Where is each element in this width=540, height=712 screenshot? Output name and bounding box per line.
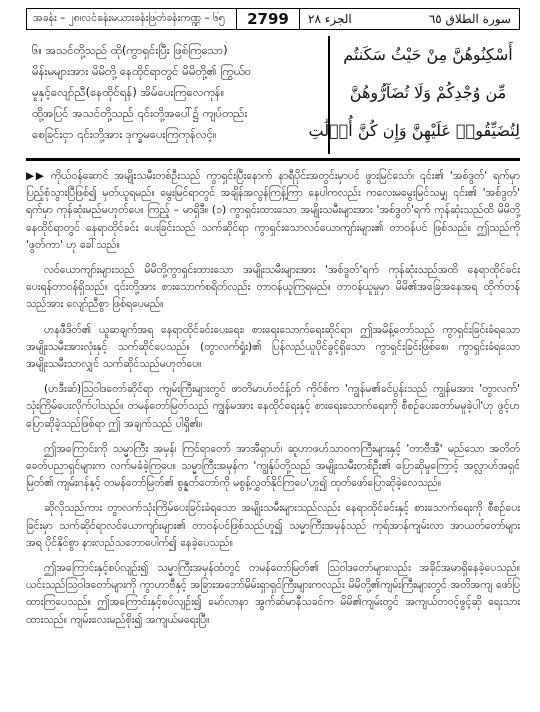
translation-line-3: မှုနှင့်လျော်ညီ(နေထိုင်ရန်) အိမ်ပေးကြလေကုန်။ (32, 85, 225, 99)
verse-block (26, 36, 520, 154)
chapter-heading: အခန်း – ၂၈၊လင်ခန်းမယားခန်းဖြတ်ခန်းကဏ္ဍ – ၆၅ (33, 11, 225, 24)
surah-name: سورة الطلاق ٦٥ (428, 12, 511, 26)
translation-line-2: မိန်းမများအား မိမိတို့ နေထိုင်ရာတွင် မိမိတို့၏ ကြွယ်ဝ (32, 64, 252, 78)
arabic-line-1: أَسْكِنُوهُنَّ مِنْ حَيْثُ سَكَنتُم (343, 45, 513, 64)
arabic-line-2: مِّن وُجْدِكُمْ وَلَا تُضَآرُّوهُنَّ (349, 83, 507, 102)
section-divider (26, 158, 520, 161)
commentary-paragraph: ဟနဖီဒိတ်၏ ယူဆချက်အရ နေရာထိုင်ခင်းပေးရေး၊ စားရေးသောက်ရေးဆိုင်ရာ၊ ဤအမိန့်တော်သည် ကွာရှင်းခြင်းခံရသော အမျိုးသမီးအားလုံးနှင့် သက်ဆိုင်ပေသည်။ (တွာလက်ရှုံး)၏ ပြန်လည်ယူပိုင်ခွင့်ရှိသော ကွာရှင်းခြင်းဖြစ်စေ၊ ကွာရှင်းခံရသော အမျိုးသမီးသာလျှင် သက်ဆိုင်သည်မဟုတ်ပေ။ (26, 323, 520, 371)
commentary-paragraph: ဤအကြောင်းနှင့်စပ်လျဉ်း၍ သမ္မာကြီးအမှန်ထံတွင် တမန်တော်မြတ်၏ သြဝါဒတော်များလည်း အခိုင်အမာရှိနေခဲ့ပေသည်။ ယင်းသည်သြဝါဒတော်များကို ကွာဟာဗီနှင့် အခြားအဘော်မိမ်းရှာရှင်ကြီးများကလည်း မိမိတို့၏ကျမ်းကြီးများတွင် အတိအကျ ဖော်ပြထားကြပေသည်။ ဤအကြောင်းနှင့်စပ်လျဉ်း၍ မော်လာနာ အွက်ဆ်မာနီသခင်က မိမိ၏ကျမ်းတွင် အကျယ်တဝင့်ဖွင့်ဆို ရေးသားထားသည်။ ကျမ်းလေးမည်စိုး၍ အကျယ်မရေးပြီ။ (26, 562, 520, 626)
running-header (26, 8, 520, 30)
commentary-paragraph: ဤအကြောင်းကို သမ္မာကြီး အမှန်၊ ကြင်ရာတော် အာအီရှာဟ်၊ ဆူဟာဖဟ်သာဝကကြီးများနှင့် 'တာဗီအီ' မည်သော အတိတ်ခေတ်ပညာရှင်များက လက်မခံခဲ့ကြပေ။ သမ္မာကြီးအမှန်က 'ကျွန်ုပ်တို့သည် အမျိုးသမီးတစ်ဦး၏ ပြောဆိုမှုကြောင့် အလ္လာဟ်အရှင်မြတ်၏ ကျမ်းဂန်နှင့် တမန်တော်မြတ်၏ စွန္နတ်တော်ကို မစွန့်လွှတ်နိုင်ကြပေ'ဟူ၍ ထုတ်ဖော်ပြောဆိုခဲ့လေသည်။ (26, 442, 520, 490)
verse-number: ၆။ (32, 43, 42, 57)
translation-line-1: ၆။ အသင်တို့သည် ထို(ကွာရှင်းပြီး ဖြစ်ကြသော) (32, 43, 228, 57)
arabic-running-title (300, 12, 519, 26)
commentary-paragraph: ဆိုလိုသည်ကား တွာလက်သုံးကြိမ်ပေးခြင်းခံရသော အမျိုးသမီးများသည်လည်း နေရာထိုင်ခင်းနှင့် စားသောက်ရေးကို စီစဉ်ပေးခြင်းမှာ သက်ဆိုင်ရာလင်ယောကျာ်းများ၏ တာဝန်ပင်ဖြစ်သည်ဟူ၍ သမ္မာကြီးအမှန်သည် ကုရ်အာန်ကျမ်းလာ အာယတ်တော်များအရ ပိုင်နိုင်စွာ နားလည်သဘောပေါက်၍ နေခဲ့ပေသည်။ (26, 502, 520, 549)
commentary-paragraph: (ဟဒီးဆ်)သြဝါဒတော်ဆိုင်ရာ ကျမ်းကြီးများတွင် ဖာတိမာဟ်ဗင်န့်တ် ကိုဝ်စ်က 'ကျွန်မ၏ခင်ပွန်းသည် ကျွန်မအား 'တွာလက်' သုံးကြိမ်ပေးလိုက်ပါသည်။ တမန်တော်မြတ်သည် ကျွန်မအား နေထိုင်ရေးနှင့် စားရေးသောက်ရေးကို စီစဉ်ပေးတော်မမူခဲ့ပါ'ဟု ဖွင့်ဟပြောဆိုခဲ့သည်ဖြစ်ရာ ဤ အချက်သည် ပါရှိ၏။ (26, 383, 520, 430)
double-triangle-icon: ▶▶ (26, 170, 51, 182)
verse-translation (32, 40, 322, 145)
commentary-paragraph: ▶▶ ကိုယ်ဝန်ဆောင် အမျိုးသမီးတစ်ဦးသည် ကွာရှင်းပြီးနောက် နာရီပိုင်းအတွင်းမှာပင် ဖွားမြင်သော်၊ ၎င်း၏ 'အစ်ဒွတ်' ရက်မှာ ပြည့်စုံသွားပြီဖြစ်၍ မှတ်ယူရမည်။ မွေးမြင်ရာတွင် အချိန်အလွန်ကြန့်ကြာ နေပါကလည်း ကလေးမမွေးမြင်သမျှ ၎င်း၏ 'အစ်ဒွတ်' ရက်မှာ ကုန်ဆုံးမည်မဟုတ်ပေ။ ကြည့် – မာရှိဒီ။ (၁) ကွာရှင်းထားသော အမျိုးသမီးများအား 'အစ်ဒွတ်'ရက် ကုန်ဆုံးသည်ထိ မိမိတို့ နေထိုင်ရာတွင် နေရာထိုင်ခင်း ပေးခြင်းသည် သက်ဆိုင်ရာ ကွာရှင်းသောလင်ယောကျာ်းများ၏ တာဝန်ပင် ဖြစ်သည်။ ဤသည်ကို 'ဖွတ်ကာ' ဟု ခေါ်သည်။ (26, 170, 520, 251)
page-number: 2799 (236, 9, 300, 29)
commentary-paragraph: လင်ယောကျာ်းများသည် မိမိတို့ကွာရှင်းထားသော အမျိုးသမီးများအား 'အစ်ဒွတ်'ရက် ကုန်ဆုံးသည်အထိ နေရာထိုင်ခင်း ပေးရန်တာဝန်ရှိသည်။ ၎င်းတို့အား စားသောက်စရိတ်လည်း တာဝန်ယူကြရမည်။ တာဝန်ယူမှုမှာ မိမိ၏အခြေအနေအရ ထိုက်တန်သည်အား လျော်ညီစွာ ဖြစ်ရပေမည်။ (26, 264, 520, 311)
translation-line-5: စေခြင်းငှာ ၎င်းတို့အား ဒုက္ခမပေးကြကုန်လင့်။ (32, 127, 217, 141)
arabic-line-3: لِتُضَيِّقُوا۟ عَلَيْهِنَّ وَإِن كُنَّ أُو۟لَٰتِ (308, 121, 520, 140)
juz-label: الجزء ٢٨ (308, 12, 352, 26)
commentary (26, 168, 520, 637)
arabic-verse-text (308, 36, 520, 150)
translation-line-4: ထို့အပြင် အသင်တို့သည် ၎င်းတို့အပေါ်၌ ကျပ်တည်း (32, 106, 248, 120)
